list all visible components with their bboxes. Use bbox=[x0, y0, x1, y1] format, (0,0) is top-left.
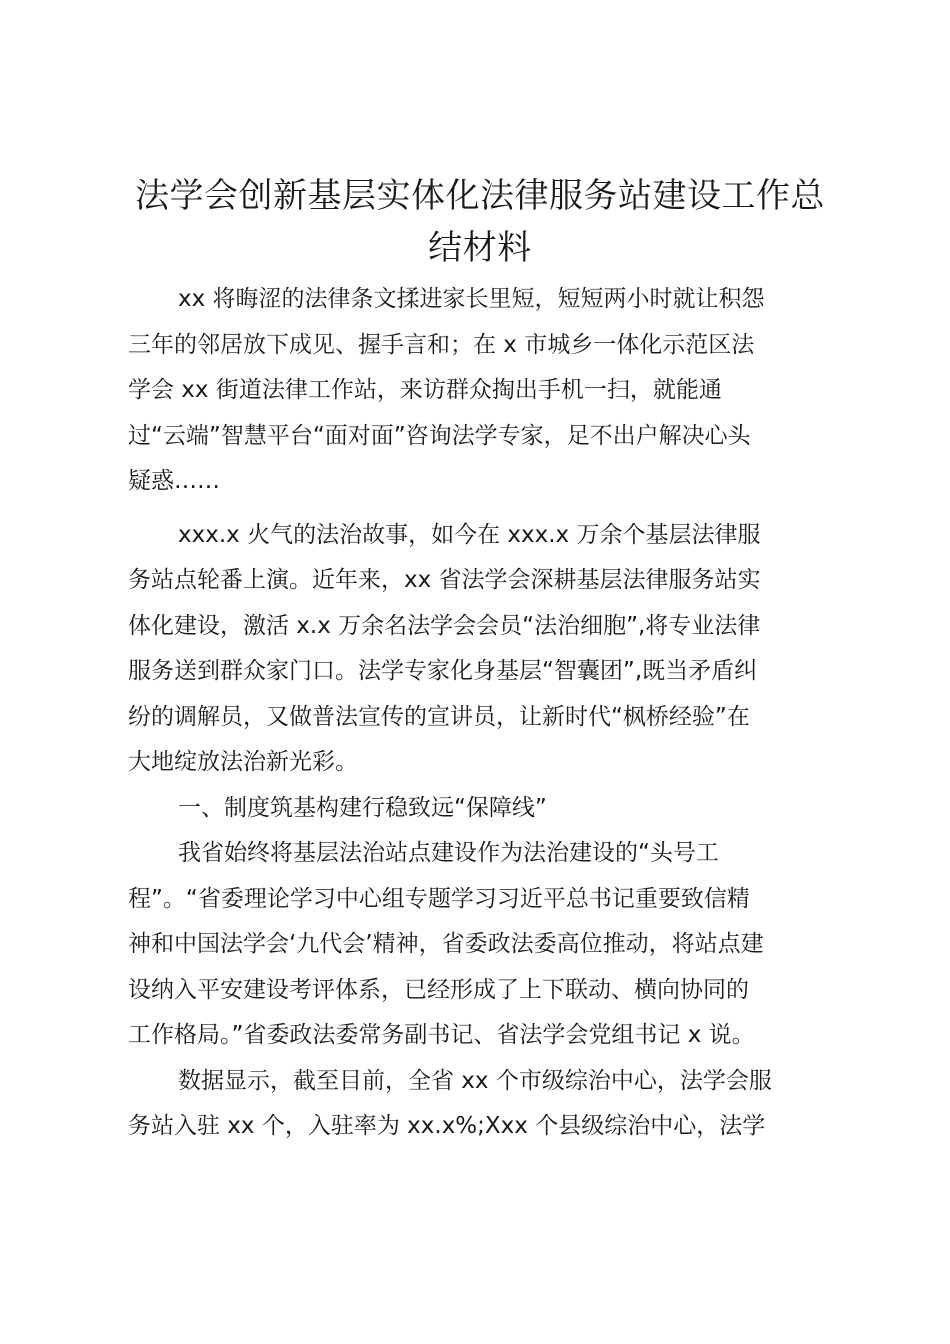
text-line: 神和中国法学会‘九代会’精神，省委政法委高位推动，将站点建 bbox=[128, 931, 764, 957]
text-line: 学会 xx 街道法律工作站，来访群众掏出手机一扫，就能通 bbox=[128, 377, 722, 403]
text-line: 服务送到群众家门口。法学专家化身基层“智囊团”,既当矛盾纠 bbox=[128, 658, 758, 684]
document-title bbox=[100, 170, 860, 274]
text-line: 三年的邻居放下成见、握手言和；在 x 市城乡一体化示范区法 bbox=[128, 331, 755, 358]
text-line: 过“云端”智慧平台“面对面”咨询法学专家，足不出户解决心头 bbox=[128, 422, 751, 449]
text-line: xx 将晦涩的法律条文揉进家长里短，短短两小时就让积怨 bbox=[178, 286, 765, 312]
text-line: 务站入驻 xx 个，入驻率为 xx.x%;Xxx 个县级综治中心，法学 bbox=[128, 1113, 766, 1139]
text-line: 工作格局。”省委政法委常务副书记、省法学会党组书记 x 说。 bbox=[128, 1022, 755, 1048]
text-line: 数据显示，截至目前，全省 xx 个市级综治中心，法学会服 bbox=[178, 1067, 772, 1094]
text-line: 务站点轮番上演。近年来，xx 省法学会深耕基层法律服务站实 bbox=[128, 567, 761, 593]
title-line: 结材料 bbox=[428, 228, 532, 268]
section-heading bbox=[128, 786, 848, 832]
document-body bbox=[128, 277, 848, 1150]
text-line: 大地绽放法治新光彩。 bbox=[128, 749, 358, 775]
text-line: 我省始终将基层法治站点建设作为法治建设的“头号工 bbox=[178, 840, 719, 866]
text-line: 纷的调解员，又做普法宣传的宣讲员，让新时代“枫桥经验”在 bbox=[128, 703, 750, 730]
text-line: 设纳入平安建设考评体系，已经形成了上下联动、横向协同的 bbox=[128, 976, 749, 1003]
title-line: 法学会创新基层实体化法律服务站建设工作总 bbox=[135, 176, 825, 216]
paragraph bbox=[128, 831, 848, 1059]
text-line: 程”。“省委理论学习中心组专题学习习近平总书记重要致信精 bbox=[128, 885, 750, 912]
text-line: 体化建设，激活 x.x 万余名法学会会员“法治细胞”,将专业法律 bbox=[128, 612, 761, 639]
paragraph bbox=[128, 277, 848, 505]
paragraph bbox=[128, 1059, 848, 1150]
heading-line: 一、制度筑基构建行稳致远“保障线” bbox=[178, 794, 547, 821]
paragraph bbox=[128, 513, 848, 786]
text-line: xxx.x 火气的法治故事，如今在 xxx.x 万余个基层法律服 bbox=[178, 521, 761, 548]
text-line: 疑惑…… bbox=[128, 468, 220, 494]
